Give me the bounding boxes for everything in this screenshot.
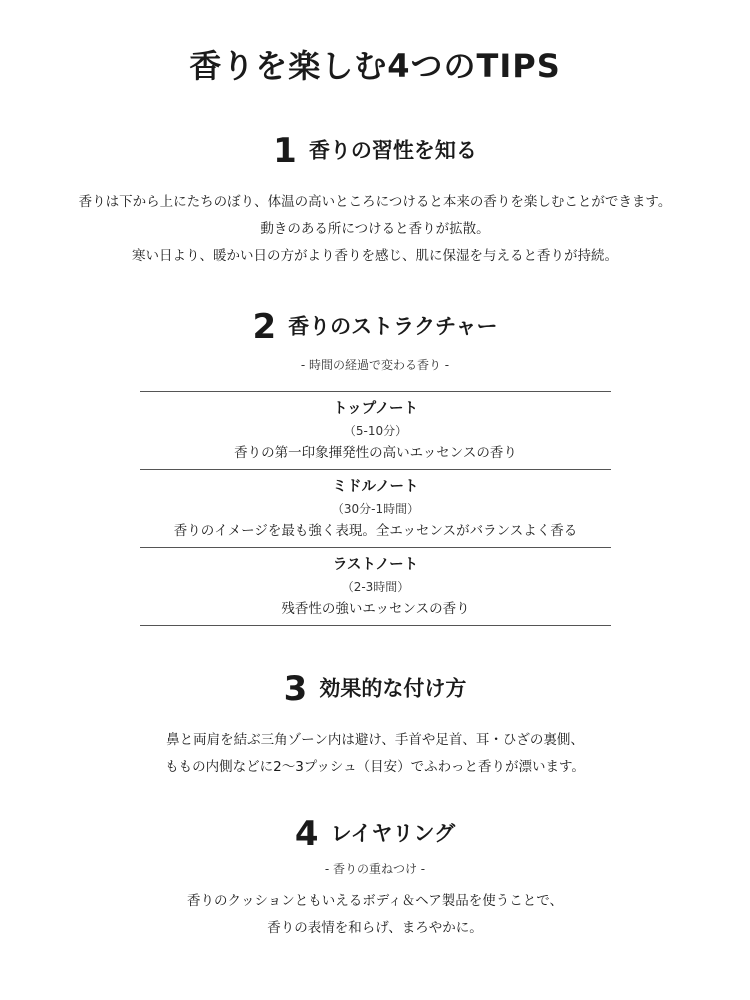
section-3-heading [0, 668, 750, 709]
section-4-body [20, 888, 730, 942]
body-line: ももの内側などに2〜3プッシュ（目安）でふわっと香りが漂います。 [165, 759, 585, 775]
note-name: ミドルノート [332, 479, 419, 495]
note-row-top [140, 392, 611, 470]
note-description: 香りのイメージを最も強く表現。全エッセンスがバランスよく香る [173, 523, 578, 539]
note-row-last [140, 548, 611, 626]
note-name: トップノート [333, 401, 418, 417]
section-title: 効果的な付け方 [319, 676, 467, 701]
section-4-subtitle: - 香りの重ねつけ - [324, 862, 426, 876]
note-row-middle [140, 470, 611, 548]
section-number: 4 [294, 813, 319, 854]
section-2-heading [0, 306, 750, 347]
section-title: 香りのストラクチャー [288, 314, 498, 339]
section-4-heading [0, 813, 750, 854]
section-1-body [20, 189, 730, 270]
section-number: 2 [252, 306, 277, 347]
note-structure-table [140, 391, 611, 626]
note-duration: （2-3時間） [341, 580, 410, 594]
section-title: 香りの習性を知る [308, 138, 477, 163]
section-number: 3 [283, 668, 308, 709]
note-description: 香りの第一印象揮発性の高いエッセンスの香り [234, 445, 517, 461]
section-title: レイヤリング [330, 821, 456, 846]
body-line: 香りは下から上にたちのぼり、体温の高いところにつけると本来の香りを楽しむことができます。 [78, 194, 672, 210]
note-duration: （30分-1時間） [331, 502, 420, 516]
section-1-heading [0, 130, 750, 171]
note-name: ラストノート [332, 557, 419, 573]
note-duration: （5-10分） [343, 424, 408, 438]
page-title: 香りを楽しむ4つのTIPS [189, 47, 561, 85]
body-line: 香りの表情を和らげ、まろやかに。 [267, 920, 483, 936]
body-line: 香りのクッションともいえるボディ＆ヘア製品を使うことで、 [187, 893, 563, 909]
section-2-subtitle: - 時間の経過で変わる香り - [300, 358, 450, 372]
body-line: 鼻と両肩を結ぶ三角ゾーン内は避け、手首や足首、耳・ひざの裏側、 [166, 732, 584, 748]
body-line: 寒い日より、暖かい日の方がより香りを感じ、肌に保湿を与えると香りが持続。 [132, 248, 618, 264]
note-description: 残香性の強いエッセンスの香り [281, 601, 470, 617]
section-3-body [20, 727, 730, 781]
section-number: 1 [273, 130, 297, 171]
body-line: 動きのある所につけると香りが拡散。 [260, 221, 490, 237]
